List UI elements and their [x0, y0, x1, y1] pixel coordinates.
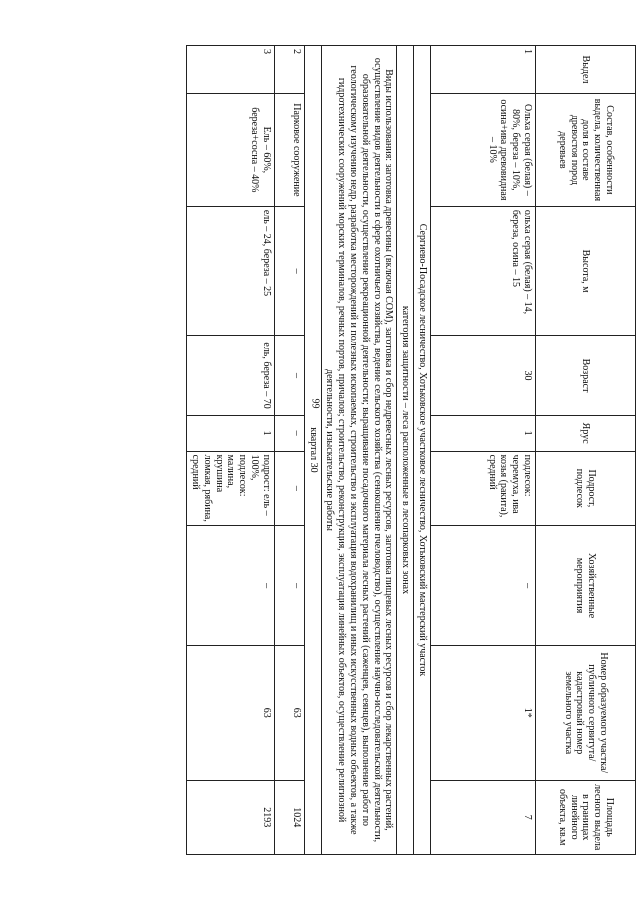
header-cell: Выдел: [536, 46, 636, 94]
area-cell: 7: [431, 780, 536, 855]
header-cell: Возраст: [536, 336, 636, 415]
height-cell: –: [274, 206, 304, 336]
plot-number-cell: 63: [187, 646, 275, 780]
height-cell: ель – 24, береза – 25: [187, 206, 275, 336]
quarter-label: квартал 30: [304, 46, 321, 855]
table-container: [64, 45, 636, 855]
row-number: 2: [274, 46, 304, 94]
row-number: 3: [187, 46, 275, 94]
header-cell: Площадь лесного выдела в границах линейного объекта, кв.м: [536, 780, 636, 855]
header-cell: Номер образуемого участка/ публичного сервитута/ кадастровый номер земельного участка: [536, 646, 636, 780]
age-cell: ель, береза – 70: [187, 336, 275, 415]
area-cell: 1024: [274, 780, 304, 855]
page-number: 99: [309, 398, 321, 409]
protective-category: категория защитности – леса расположенные в лесопарковых зонах: [397, 46, 414, 855]
undergrowth-cell: подлесок: черемуха, ива козья (ракита), средний: [431, 451, 536, 525]
header-cell: Подрост, подлесок: [536, 451, 636, 525]
forestry-title-row: [414, 46, 431, 855]
age-cell: 30: [431, 336, 536, 415]
quarter-row: [304, 46, 321, 855]
header-cell: Состав, особенности выдела, количественная доля в составе древостоя пород деревьев: [536, 94, 636, 207]
age-cell: –: [274, 336, 304, 415]
forest-plot-table: [186, 45, 636, 855]
tier-cell: 1: [187, 415, 275, 451]
forestry-title: Сергиево-Посадское лесничество, Хотьковское участковое лесничество, Хотьковский мастерский участок: [414, 46, 431, 855]
table-row: [187, 46, 275, 855]
rotated-page: [64, 45, 636, 855]
header-cell: Высота, м: [536, 206, 636, 336]
undergrowth-cell: подрост: ель – 100%, подлесок: малина, крушина ломкая, рябина, средний: [187, 451, 275, 525]
header-cell: Ярус: [536, 415, 636, 451]
activities-cell: –: [274, 526, 304, 646]
table-row: [274, 46, 304, 855]
composition-cell: Ель – 60%, береза+сосна – 40%: [187, 94, 275, 207]
usage-text: Виды использования: заготовка древесины (включая СОМ), заготовка и сбор недревесных лесных ресурсов, заготовка пищевых лесных ресурсов и сбор лекарственных растений, осуществление видов деятельности в сфере охотничьего хозяйства, ведение сельского хозяйства (сенокошение пчеловодство), осуществление научно-исследовательской деятельности, образовательной деятельности, осуществление рекреационной деятельности; выращивание посадочного материала лесных растений (саженцев, сеянцев), выполнение работ по геологическому изучению недр, разработка месторождений и полезных ископаемых, строительство и эксплуатация водохранилищ и иных искусственных водных объектов, а также гидротехнических сооружений морских терминалов, речных портов, причалов; строительство, реконструкция, эксплуатация линейных объектов, осуществление религиозной деятельности, изыскательские работы: [321, 46, 397, 855]
plot-number-cell: 1*: [431, 646, 536, 780]
height-cell: ольха серая (белая) – 14, береза, осина – 15: [431, 206, 536, 336]
usage-row: [321, 46, 397, 855]
row-number: 1: [431, 46, 536, 94]
activities-cell: –: [431, 526, 536, 646]
composition-cell: Ольха серая (белая) – 80%, береза – 10%, осина+ива древовидная – 10%: [431, 94, 536, 207]
tier-cell: –: [274, 415, 304, 451]
composition-cell: Парковое сооружение: [274, 94, 304, 207]
header-cell: Хозяйственные мероприятия: [536, 526, 636, 646]
category-row: [397, 46, 414, 855]
plot-number-cell: 63: [274, 646, 304, 780]
tier-cell: 1: [431, 415, 536, 451]
table-row: [431, 46, 536, 855]
header-row: [536, 46, 636, 855]
activities-cell: –: [187, 526, 275, 646]
area-cell: 2193: [187, 780, 275, 855]
undergrowth-cell: –: [274, 451, 304, 525]
